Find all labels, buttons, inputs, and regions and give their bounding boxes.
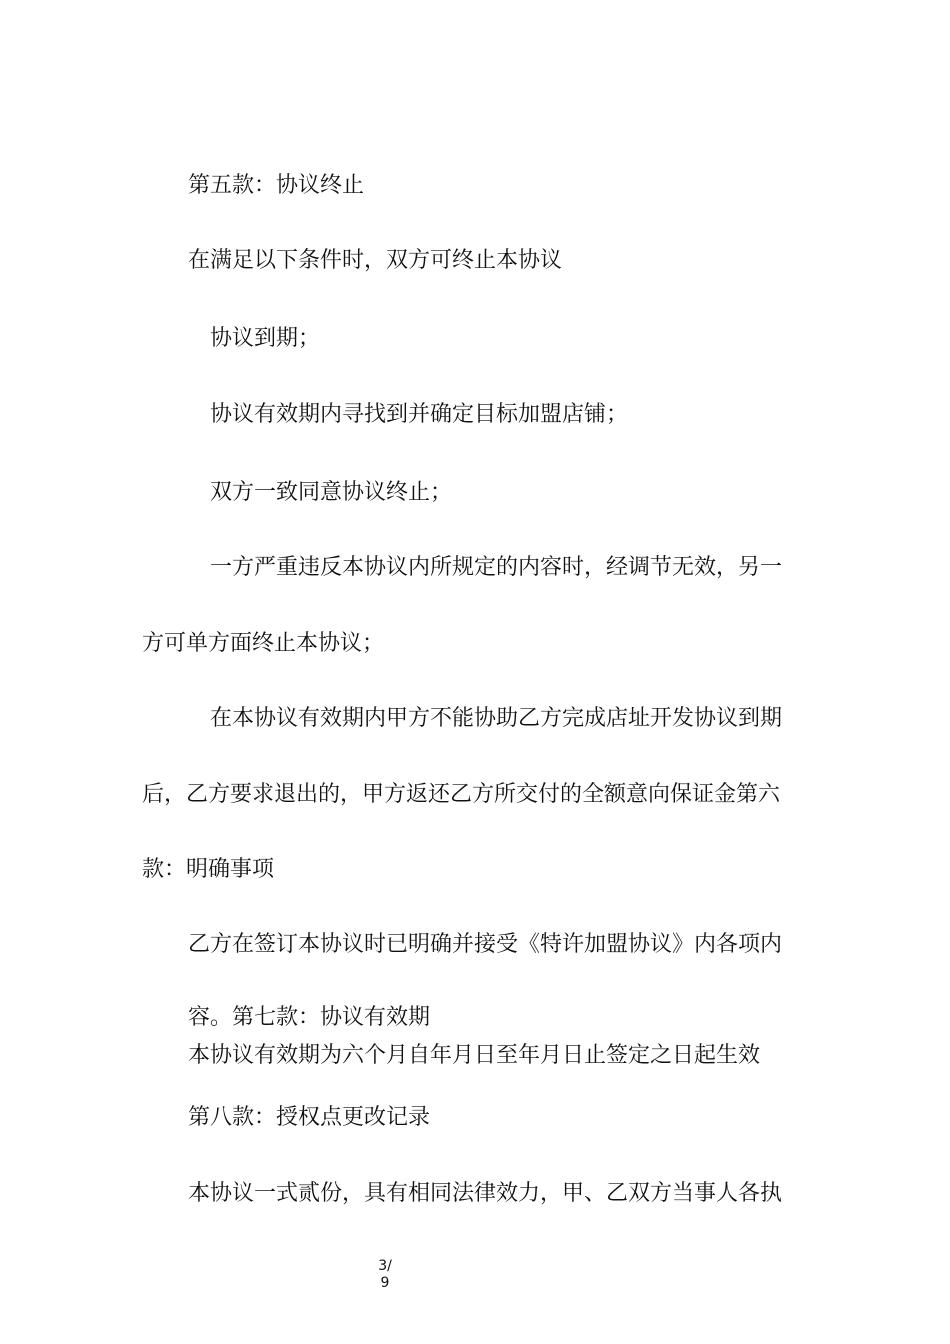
condition-refund-line1: 在本协议有效期内甲方不能协助乙方完成店址开发协议到期 xyxy=(210,706,783,731)
condition-store-found: 协议有效期内寻找到并确定目标加盟店铺； xyxy=(210,402,629,427)
clarification-line2-section-seven: 容。第七款：协议有效期 xyxy=(188,1005,431,1030)
copies-clause: 本协议一式贰份，具有相同法律效力，甲、乙双方当事人各执 xyxy=(188,1181,783,1206)
section-six-heading: 款：明确事项 xyxy=(142,857,275,882)
validity-period: 本协议有效期为六个月自年月日至年月日止签定之日起生效 xyxy=(188,1043,761,1068)
section-eight-heading: 第八款：授权点更改记录 xyxy=(188,1105,431,1130)
clarification-line1: 乙方在签订本协议时已明确并接受《特许加盟协议》内各项内 xyxy=(188,932,783,957)
condition-refund-line2: 后，乙方要求退出的，甲方返还乙方所交付的全额意向保证金第六 xyxy=(142,782,781,807)
condition-mutual-agreement: 双方一致同意协议终止； xyxy=(210,480,453,505)
section-five-heading: 第五款：协议终止 xyxy=(188,173,365,198)
condition-breach-line2: 方可单方面终止本协议； xyxy=(142,631,385,656)
termination-conditions-intro: 在满足以下条件时，双方可终止本协议 xyxy=(188,248,563,273)
condition-expiry: 协议到期； xyxy=(210,326,321,351)
condition-breach-line1: 一方严重违反本协议内所规定的内容时，经调节无效，另一 xyxy=(210,555,783,580)
page-number-total: 9 xyxy=(380,1275,390,1291)
page-number-current: 3/ xyxy=(378,1258,392,1274)
